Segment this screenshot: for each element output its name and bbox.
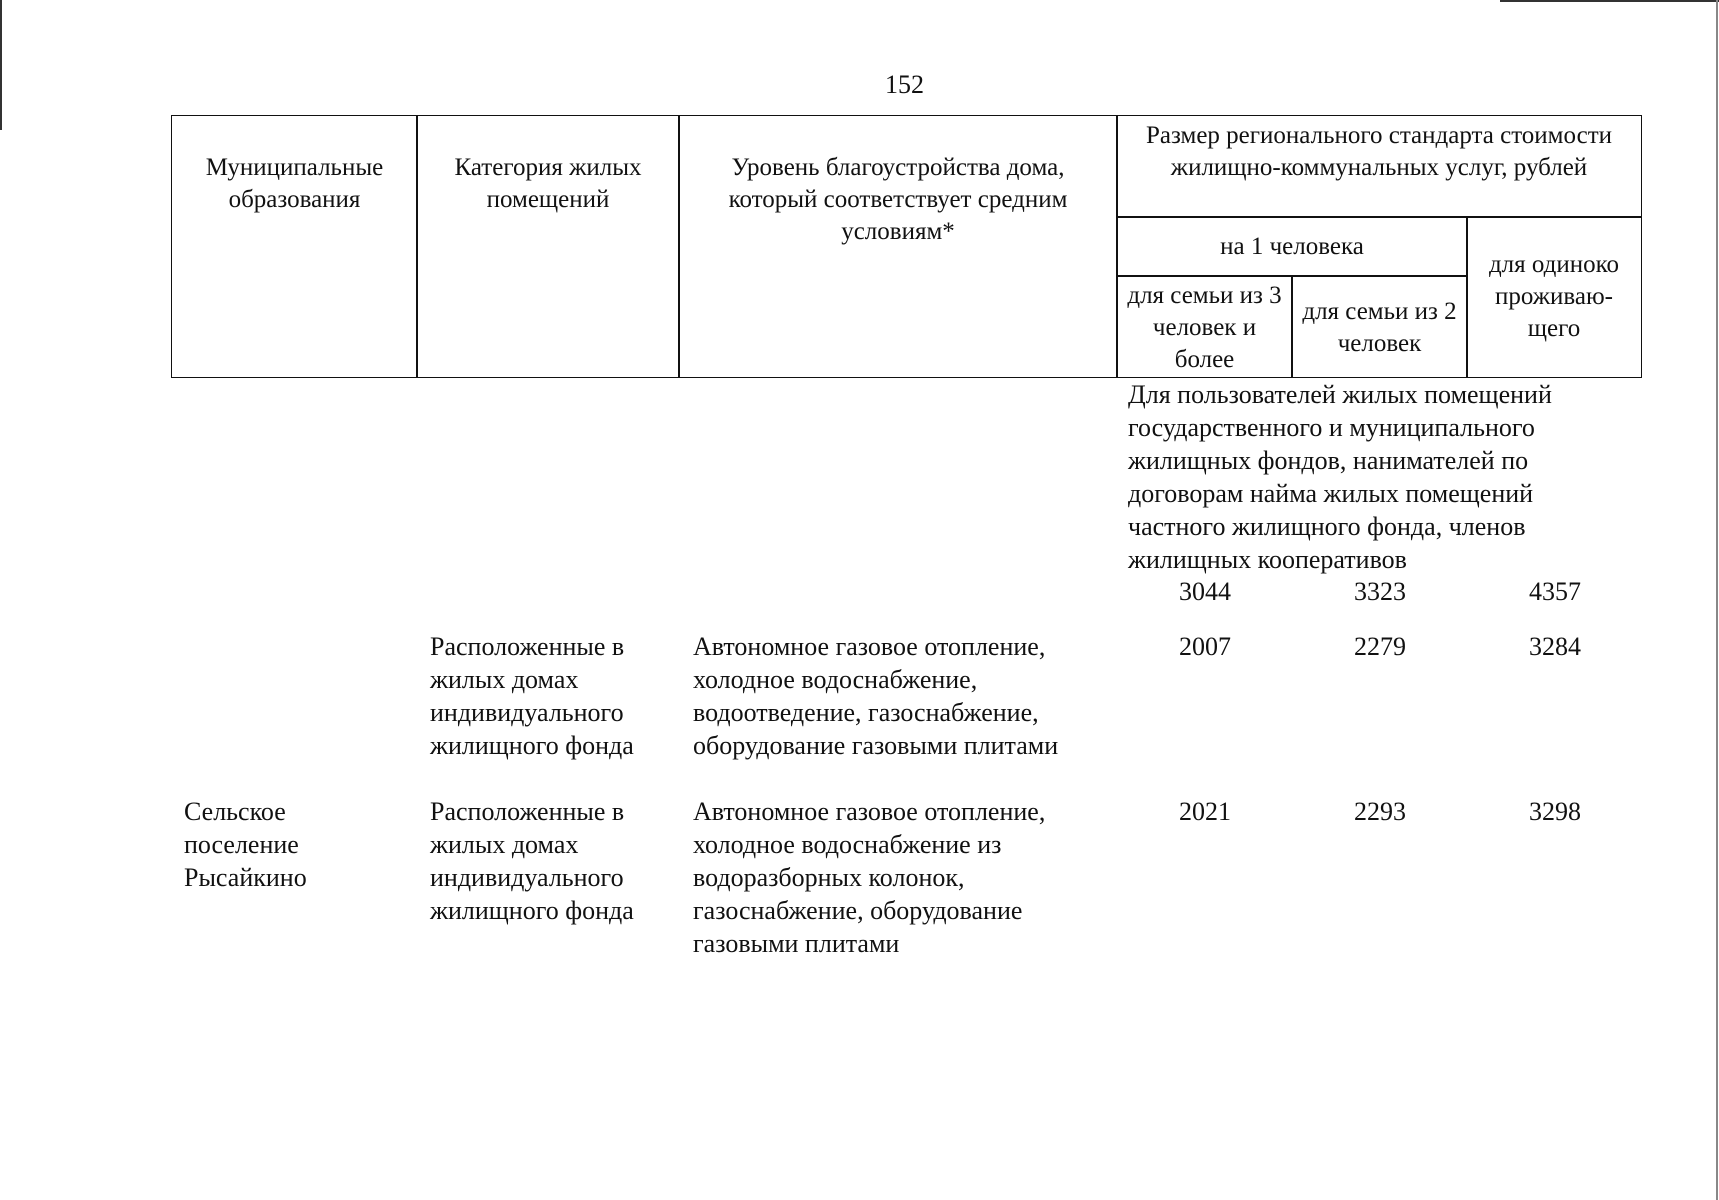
- header-category: [416, 115, 680, 378]
- row-value-single: 3298: [1529, 797, 1581, 826]
- header-municipal-label: Муниципальные образования: [205, 154, 384, 213]
- row-level: Автономное газовое отопление, холодное водоснабжение, водоотведение, газоснабжение, оборудование газовыми плитами: [693, 632, 1059, 760]
- row-value-family3: 2007: [1179, 632, 1231, 661]
- section-note: Для пользователей жилых помещений государственного и муниципального жилищных фондов, нанимателей по договорам найма жилых помещений частного жилищного фонда, членов жилищных кооперативов: [1128, 380, 1552, 574]
- header-family3-label: для семьи из 3 человек и более: [1127, 282, 1282, 373]
- section-value-family3: 3044: [1179, 577, 1231, 606]
- header-level: [678, 115, 1118, 378]
- header-standard-size: [1116, 115, 1642, 218]
- row-value-family2: 2293: [1354, 797, 1406, 826]
- header-single: [1466, 216, 1642, 378]
- header-municipal: [171, 115, 418, 378]
- header-level-label: Уровень благоустройства дома, который соответствует средним условиям*: [728, 154, 1068, 245]
- scan-edge-right: [1716, 0, 1718, 1200]
- row-value-single: 3284: [1529, 632, 1581, 661]
- header-standard-size-label: Размер регионального стандарта стоимости жилищно-коммунальных услуг, рублей: [1145, 122, 1613, 181]
- header-family2: [1291, 275, 1468, 378]
- row-municipal: Сельское поселение Рысайкино: [184, 797, 307, 892]
- header-single-label: для одиноко проживаю-щего: [1488, 251, 1620, 342]
- row-category: Расположенные в жилых домах индивидуального жилищного фонда: [430, 632, 634, 760]
- header-per-person-label: на 1 человека: [1220, 233, 1364, 260]
- row-level: Автономное газовое отопление, холодное водоснабжение из водоразборных колонок, газоснабжение, оборудование газовыми плитами: [693, 797, 1046, 958]
- scan-edge-left: [0, 0, 2, 130]
- page-number: 152: [885, 70, 924, 99]
- header-family2-label: для семьи из 2 человек: [1302, 298, 1457, 357]
- row-value-family3: 2021: [1179, 797, 1231, 826]
- header-category-label: Категория жилых помещений: [454, 154, 642, 213]
- scan-edge-top: [1500, 0, 1719, 2]
- section-value-single: 4357: [1529, 577, 1581, 606]
- header-per-person: [1116, 216, 1468, 277]
- section-value-family2: 3323: [1354, 577, 1406, 606]
- row-value-family2: 2279: [1354, 632, 1406, 661]
- header-family3: [1116, 275, 1293, 378]
- row-category: Расположенные в жилых домах индивидуального жилищного фонда: [430, 797, 634, 925]
